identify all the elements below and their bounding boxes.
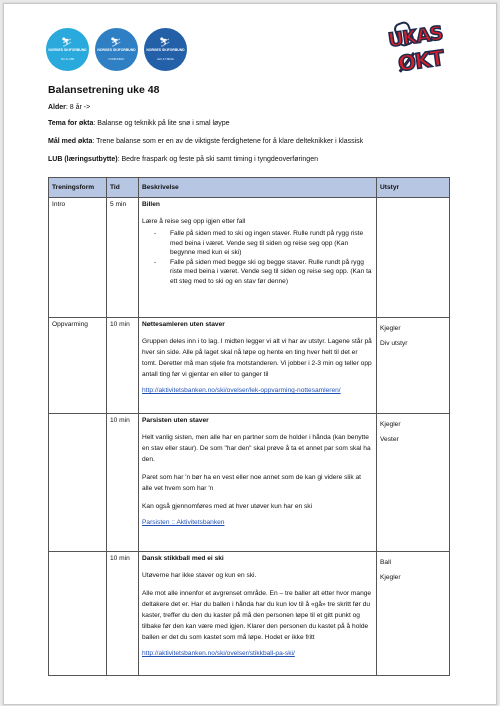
table-row: [49, 318, 450, 414]
cell-equipment: [377, 198, 450, 318]
step-text: Falle på siden med begge ski og begge staver. Rulle rundt på rygg riste med beina i været. Vende seg til siden og reise seg opp. (Kan ta ett steg med to ski og en stav før denne): [170, 258, 372, 285]
table-row: [49, 552, 450, 676]
exercise-description: Kan også gjennomføres med at hver utøver kun har en ski: [142, 503, 313, 510]
exercise-name: Billen: [142, 201, 160, 208]
equipment-item: Ball: [380, 559, 391, 566]
exercise-name: Parsisten uten staver: [142, 417, 209, 424]
exercise-name: Nøttesamleren uten staver: [142, 321, 225, 328]
skier-icon: ⛷: [159, 37, 172, 47]
cell-description: [139, 198, 377, 318]
ski-association-logo: [144, 28, 187, 71]
logo-text: NORGES SKIFORBUND: [97, 48, 136, 52]
exercise-description: Alle mot alle innenfor et avgrenset område. En – tre baller alt etter hvor mange deltakere det er. Har du ballen i hånda har du kun lov til å «gå» tre skritt før du kaster, treffer du den du kaster på må den personen løpe til et gitt punkt og tilbake før den kan være med igjen. Klarer den personen du kastet på å holde ballen er det du som kastet som må løpe. Hodet er ikke fritt: [142, 590, 372, 641]
age-label: Alder: [48, 104, 66, 111]
equipment-item: Kjegler: [380, 421, 401, 428]
cell-time: 5 min: [107, 198, 139, 318]
exercise-description: Helt vanlig sisten, men alle har en partner som de holder i hånda (kan benytte en stav eller staur). De som "har den" skal prøve å ta et annet par som skal ha den.: [142, 434, 371, 463]
cell-training-form: Oppvarming: [49, 318, 107, 414]
list-item: - Falle på siden med begge ski og begge staver. Rulle rundt på rygg riste med beina i været. Vende seg til siden og reise seg opp. (Kan ta ett steg med to ski og en stav før denne): [154, 258, 372, 285]
theme-value: : Balanse og teknikk på lite snø i smal løype: [93, 120, 230, 127]
equipment-item: Kjegler: [380, 325, 401, 332]
goal-value: : Trene balanse som er en av de viktigste ferdighetene for å klare delteknikker i klassisk: [92, 138, 364, 145]
ukas-okt-badge: [384, 22, 462, 80]
logo-text: NORGES SKIFORBUND: [48, 48, 87, 52]
cell-time: 10 min: [107, 318, 139, 414]
step-text: Falle på siden med to ski og ingen staver. Rulle rundt på rygg riste med beina i været. Vende seg til siden og reise seg opp (Kan begynne med kun ei ski): [170, 230, 364, 256]
exercise-link[interactable]: Parsisten :: Aktivitetsbanken: [142, 519, 225, 526]
list-item: - Falle på siden med to ski og ingen staver. Rulle rundt på rygg riste med beina i været. Vende seg til siden og reise seg opp (Kan begynne med kun ei ski): [154, 230, 364, 256]
table-row: [49, 198, 450, 318]
cell-equipment: [377, 414, 450, 552]
cell-training-form: [49, 414, 107, 552]
header-description: Beskrivelse: [139, 178, 377, 198]
exercise-link[interactable]: http://aktivitetsbanken.no/ski/ovelser/stikkball-pa-ski/: [142, 650, 295, 657]
goal-line: [48, 138, 363, 145]
learning-outcome-line: [48, 156, 318, 163]
document-title: Balansetrening uke 48: [48, 84, 160, 96]
logo-subtext: LEK & TRENE: [157, 58, 174, 61]
document-page: [3, 3, 497, 705]
logo-group: [46, 28, 187, 71]
badge-line-1: UKAS: [386, 22, 444, 52]
cell-description: [139, 318, 377, 414]
cell-time: 10 min: [107, 414, 139, 552]
cell-equipment: [377, 318, 450, 414]
age-value: : 8 år ->: [65, 104, 91, 111]
cell-description: [139, 552, 377, 676]
header-equipment: Utstyr: [377, 178, 450, 198]
header-time: Tid: [107, 178, 139, 198]
table-header-row: [49, 178, 450, 198]
theme-label: Tema for økta: [48, 120, 94, 127]
exercise-link[interactable]: http://aktivitetsbanken.no/ski/ovelser/lek-oppvarming-nottesamleren/: [142, 387, 341, 394]
logo-subtext: SKI-KLUBB: [60, 58, 75, 61]
skier-icon: ⛷: [61, 37, 74, 47]
header-training-form: Treningsform: [49, 178, 107, 198]
cell-training-form: [49, 552, 107, 676]
equipment-item: Kjegler: [380, 574, 401, 581]
age-line: [48, 104, 90, 111]
exercise-description: Paret som har 'n bør ha en vest eller noe annet som de kan gi videre slik at alle vet hvem som har 'n: [142, 474, 361, 492]
cell-training-form: Intro: [49, 198, 107, 318]
exercise-name: Dansk stikkball med ei ski: [142, 555, 224, 562]
skier-icon: ⛷: [110, 37, 123, 47]
ski-association-logo: [46, 28, 89, 71]
exercise-description: Utøverne har ikke staver og kun en ski.: [142, 572, 257, 579]
exercise-steps: [142, 229, 373, 286]
cell-time: 10 min: [107, 552, 139, 676]
goal-label: Mål med økta: [48, 138, 93, 145]
logo-text: NORGES SKIFORBUND: [146, 48, 185, 52]
learning-outcome-label: LUB (læringsutbytte): [48, 156, 118, 163]
learning-outcome-value: : Bedre fraspark og feste på ski samt timing i tyngdeoverføringen: [117, 156, 318, 163]
logo-subtext: FORBUNDET: [108, 58, 125, 61]
theme-line: [48, 120, 230, 127]
cell-description: [139, 414, 377, 552]
exercise-intro: Lære å reise seg opp igjen etter fall: [142, 218, 246, 225]
badge-line-2: ØKT: [396, 45, 445, 77]
table-row: [49, 414, 450, 552]
equipment-item: Div utstyr: [380, 340, 408, 347]
training-plan-table: [48, 177, 450, 676]
equipment-item: Vester: [380, 436, 399, 443]
ski-association-logo: [95, 28, 138, 71]
exercise-description: Gruppen deles inn i to lag. I midten legger vi alt vi har av utstyr. Lagene står på hver sin side. Alle på laget skal nå løpe og hente en ting hver helt til det er tomt. Deretter må man stjele fra motstanderen. Vi jobber i 2-3 min og teller opp antall ting før vi gjentar en eller to ganger til: [142, 338, 372, 378]
cell-equipment: [377, 552, 450, 676]
